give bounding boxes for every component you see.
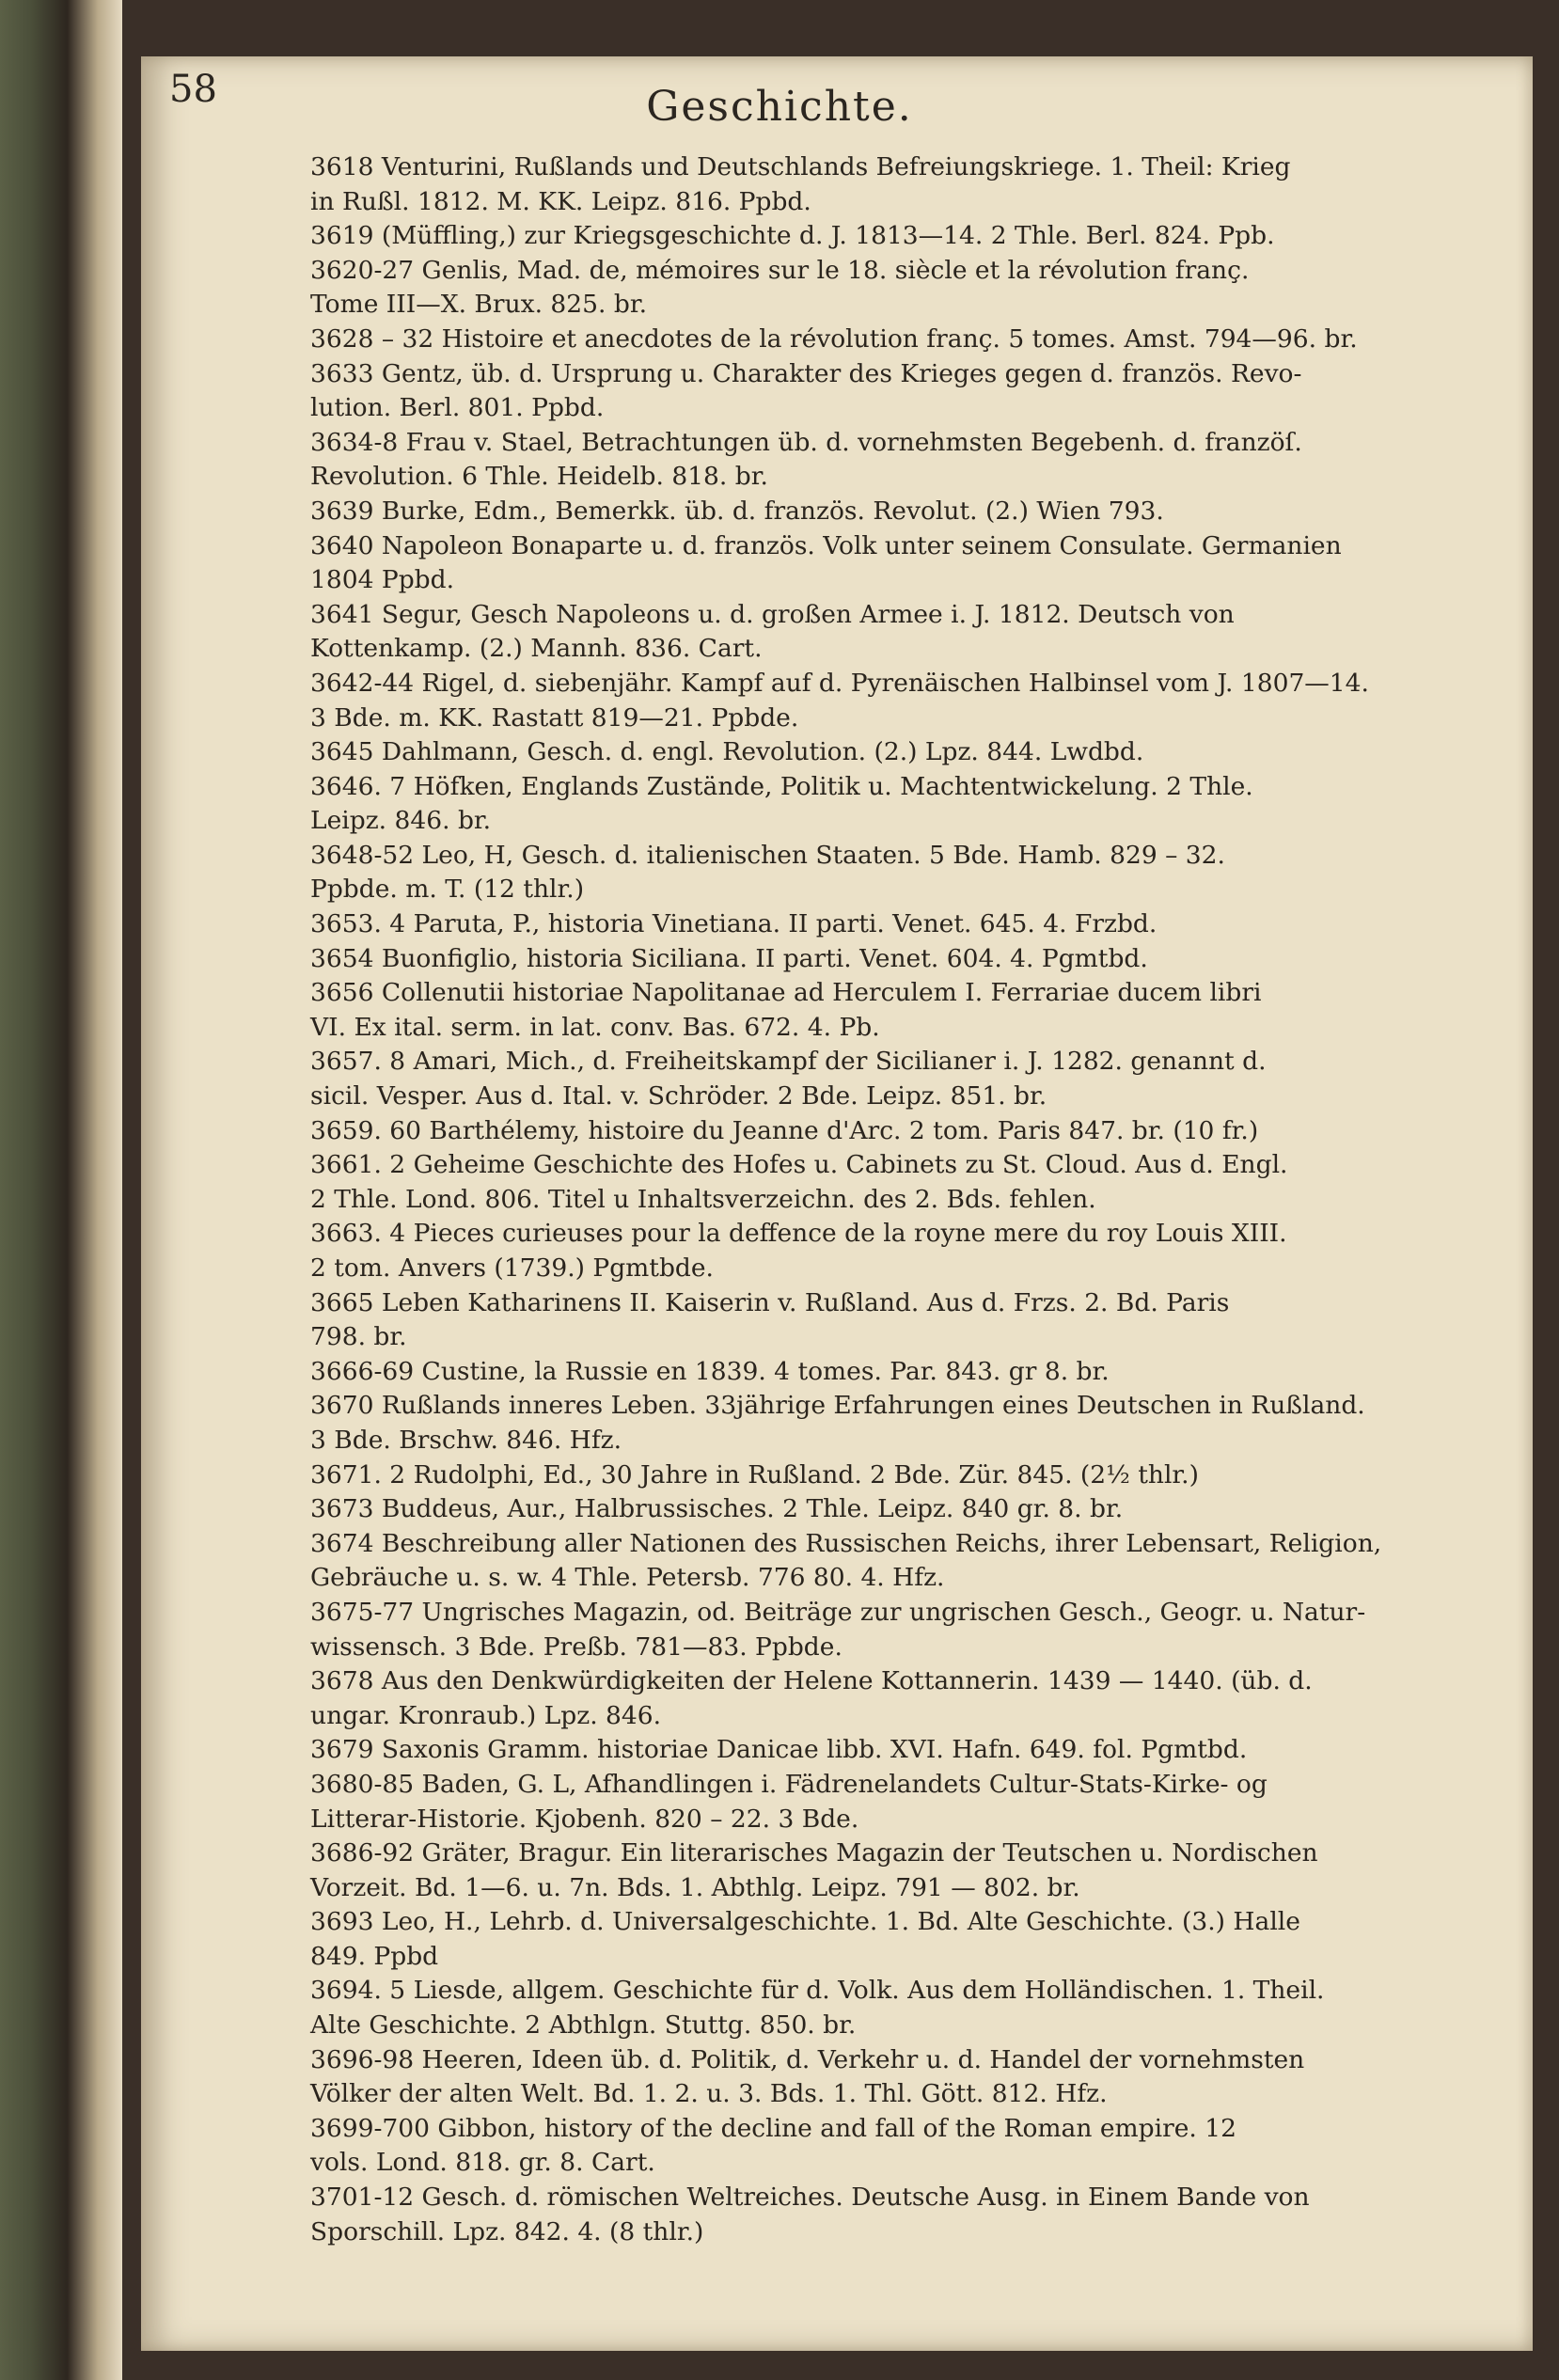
- catalog-entry: [310, 770, 1486, 839]
- catalog-entry-line: 3619 (Müffling,) zur Kriegsgeschichte d. J. 1813—14. 2 Thle. Berl. 824. Ppb.: [310, 221, 1275, 251]
- catalog-entry: [310, 323, 1486, 357]
- catalog-entry-line: 3661. 2 Geheime Geschichte des Hofes u. Cabinets zu St. Cloud. Aus d. Engl.: [310, 1150, 1288, 1180]
- catalog-entry: [310, 942, 1486, 977]
- catalog-entry-line: 3673 Buddeus, Aur., Halbrussisches. 2 Thle. Leipz. 840 gr. 8. br.: [310, 1494, 1124, 1524]
- catalog-entry-line: 1804 Ppbd.: [310, 565, 455, 595]
- catalog-entry-line: 3634-8 Frau v. Stael, Betrachtungen üb. d. vornehmsten Begebenh. d. franzöſ.: [310, 427, 1302, 457]
- catalog-entry: [310, 1492, 1486, 1527]
- catalog-entry-line: VI. Ex ital. serm. in lat. conv. Bas. 672. 4. Pb.: [310, 1012, 880, 1042]
- catalog-entry-list: [310, 150, 1486, 2249]
- catalog-entry-line: 3694. 5 Liesde, allgem. Geschichte für d. Volk. Aus dem Holländischen. 1. Theil.: [310, 1976, 1325, 2006]
- catalog-entry-line: 3679 Saxonis Gramm. historiae Danicae libb. XVI. Hafn. 649. fol. Pgmtbd.: [310, 1735, 1248, 1765]
- catalog-entry: [310, 357, 1486, 426]
- catalog-entry-line: 3663. 4 Pieces curieuses pour la deffence de la royne mere du roy Louis XIII.: [310, 1219, 1287, 1249]
- catalog-entry-line: 3680-85 Baden, G. L, Afhandlingen i. Fädrenelandets Cultur-Stats-Kirke- og: [310, 1769, 1268, 1799]
- catalog-entry-line: Alte Geschichte. 2 Abthlgn. Stuttg. 850. br.: [310, 2010, 857, 2041]
- catalog-entry: [310, 529, 1486, 598]
- catalog-entry: [310, 1596, 1486, 1664]
- catalog-entry: [310, 1217, 1486, 1285]
- catalog-entry: [310, 1355, 1486, 1390]
- catalog-entry-line: 3666-69 Custine, la Russie en 1839. 4 tomes. Par. 843. gr 8. br.: [310, 1356, 1110, 1386]
- catalog-entry-line: 3 Bde. Brschw. 846. Hfz.: [310, 1425, 622, 1455]
- catalog-entry: [310, 1148, 1486, 1217]
- catalog-entry-line: 3657. 8 Amari, Mich., d. Freiheitskampf der Sicilianer i. J. 1282. genannt d.: [310, 1047, 1267, 1077]
- catalog-entry-line: wissensch. 3 Bde. Preßb. 781—83. Ppbde.: [310, 1631, 842, 1662]
- catalog-entry: [310, 219, 1486, 254]
- catalog-entry-line: 3693 Leo, H., Lehrb. d. Universalgeschichte. 1. Bd. Alte Geschichte. (3.) Halle: [310, 1907, 1300, 1937]
- catalog-entry-line: Tome III—X. Brux. 825. br.: [310, 290, 647, 320]
- catalog-entry-line: 3642-44 Rigel, d. siebenjähr. Kampf auf d. Pyrenäischen Halbinsel vom J. 1807—14.: [310, 668, 1369, 698]
- catalog-entry: [310, 150, 1486, 219]
- catalog-entry: [310, 1114, 1486, 1149]
- catalog-entry-line: 849. Ppbd: [310, 1941, 439, 1971]
- catalog-entry: [310, 2112, 1486, 2181]
- catalog-entry: [310, 1836, 1486, 1905]
- catalog-entry: [310, 667, 1486, 735]
- catalog-entry-line: lution. Berl. 801. Ppbd.: [310, 393, 605, 423]
- page-title: Geschichte.: [646, 83, 913, 131]
- catalog-entry-line: Kottenkamp. (2.) Mannh. 836. Cart.: [310, 634, 763, 664]
- catalog-entry: [310, 1733, 1486, 1768]
- catalog-entry-line: in Rußl. 1812. M. KK. Leipz. 816. Ppbd.: [310, 186, 811, 216]
- catalog-entry-line: 3670 Rußlands inneres Leben. 33jährige Erfahrungen eines Deutschen in Rußland.: [310, 1391, 1365, 1421]
- catalog-entry: [310, 426, 1486, 495]
- catalog-entry-line: 798. br.: [310, 1322, 407, 1352]
- catalog-entry-line: 3659. 60 Barthélemy, histoire du Jeanne d'Arc. 2 tom. Paris 847. br. (10 fr.): [310, 1115, 1259, 1145]
- catalog-entry: [310, 1768, 1486, 1836]
- catalog-entry-line: 3654 Buonfiglio, historia Siciliana. II parti. Venet. 604. 4. Pgmtbd.: [310, 943, 1148, 973]
- catalog-entry-line: 2 Thle. Lond. 806. Titel u Inhaltsverzeichn. des 2. Bds. fehlen.: [310, 1184, 1096, 1214]
- catalog-entry: [310, 1458, 1486, 1493]
- catalog-entry-line: 3639 Burke, Edm., Bemerkk. üb. d. französ. Revolut. (2.) Wien 793.: [310, 496, 1164, 526]
- catalog-entry-line: 3645 Dahlmann, Gesch. d. engl. Revolution. (2.) Lpz. 844. Lwdbd.: [310, 737, 1144, 767]
- catalog-entry: [310, 598, 1486, 667]
- catalog-entry-line: 3620-27 Genlis, Mad. de, mémoires sur le 18. siècle et la révolution franç.: [310, 255, 1250, 285]
- book-binding-edge: [0, 0, 122, 2380]
- catalog-entry-line: 3674 Beschreibung aller Nationen des Russischen Reichs, ihrer Lebensart, Religion,: [310, 1528, 1382, 1558]
- catalog-entry-line: 3646. 7 Höfken, Englands Zustände, Politik u. Machtentwickelung. 2 Thle.: [310, 771, 1253, 801]
- catalog-entry-line: 3641 Segur, Gesch Napoleons u. d. großen Armee i. J. 1812. Deutsch von: [310, 599, 1235, 629]
- catalog-entry-line: 3628 – 32 Histoire et anecdotes de la révolution franç. 5 tomes. Amst. 794—96. br.: [310, 323, 1358, 354]
- catalog-entry-line: 3678 Aus den Denkwürdigkeiten der Helene Kottannerin. 1439 — 1440. (üb. d.: [310, 1666, 1313, 1696]
- catalog-entry-line: 3665 Leben Katharinens II. Kaiserin v. Rußland. Aus d. Frzs. 2. Bd. Paris: [310, 1287, 1230, 1317]
- catalog-entry: [310, 1905, 1486, 1974]
- catalog-entry-line: 3 Bde. m. KK. Rastatt 819—21. Ppbde.: [310, 702, 799, 733]
- catalog-entry-line: Vorzeit. Bd. 1—6. u. 7n. Bds. 1. Abthlg. Leipz. 791 — 802. br.: [310, 1872, 1080, 1902]
- catalog-entry-line: Ppbde. m. T. (12 thlr.): [310, 875, 585, 905]
- catalog-entry-line: 3701-12 Gesch. d. römischen Weltreiches. Deutsche Ausg. in Einem Bande von: [310, 2183, 1310, 2213]
- catalog-entry: [310, 495, 1486, 529]
- catalog-entry-line: 2 tom. Anvers (1739.) Pgmtbde.: [310, 1253, 714, 1283]
- catalog-entry: [310, 1286, 1486, 1355]
- catalog-entry-line: Völker der alten Welt. Bd. 1. 2. u. 3. Bds. 1. Thl. Gött. 812. Hfz.: [310, 2079, 1108, 2109]
- catalog-entry: [310, 2043, 1486, 2112]
- catalog-entry-line: 3618 Venturini, Rußlands und Deutschlands Befreiungskriege. 1. Theil: Krieg: [310, 152, 1291, 181]
- catalog-entry-line: 3696-98 Heeren, Ideen üb. d. Politik, d. Verkehr u. d. Handel der vornehmsten: [310, 2044, 1305, 2074]
- catalog-entry-line: 3686-92 Gräter, Bragur. Ein literarisches Magazin der Teutschen u. Nordischen: [310, 1838, 1318, 1868]
- catalog-entry-line: 3675-77 Ungrisches Magazin, od. Beiträge zur ungrischen Gesch., Geogr. u. Natur-: [310, 1597, 1366, 1627]
- catalog-entry: [310, 907, 1486, 942]
- page-number: 58: [169, 68, 217, 111]
- catalog-entry-line: 3640 Napoleon Bonaparte u. d. französ. Volk unter seinem Consulate. Germanien: [310, 530, 1342, 560]
- catalog-entry: [310, 1045, 1486, 1113]
- catalog-entry: [310, 1389, 1486, 1458]
- catalog-entry: [310, 976, 1486, 1045]
- catalog-entry-line: 3656 Collenutii historiae Napolitanae ad Herculem I. Ferrariae ducem libri: [310, 978, 1262, 1008]
- catalog-entry: [310, 1527, 1486, 1596]
- catalog-entry-line: sicil. Vesper. Aus d. Ital. v. Schröder. 2 Bde. Leipz. 851. br.: [310, 1081, 1047, 1111]
- catalog-entry: [310, 254, 1486, 323]
- catalog-entry-line: 3633 Gentz, üb. d. Ursprung u. Charakter des Krieges gegen d. französ. Revo-: [310, 358, 1302, 388]
- catalog-entry-line: 3699-700 Gibbon, history of the decline and fall of the Roman empire. 12: [310, 2113, 1237, 2143]
- catalog-entry-line: vols. Lond. 818. gr. 8. Cart.: [310, 2148, 655, 2178]
- catalog-entry: [310, 735, 1486, 770]
- catalog-entry: [310, 1664, 1486, 1733]
- catalog-entry-line: Gebräuche u. s. w. 4 Thle. Petersb. 776 80. 4. Hfz.: [310, 1563, 945, 1593]
- catalog-entry-line: ungar. Kronraub.) Lpz. 846.: [310, 1700, 662, 1730]
- catalog-entry-line: 3671. 2 Rudolphi, Ed., 30 Jahre in Rußland. 2 Bde. Zür. 845. (2½ thlr.): [310, 1459, 1199, 1489]
- catalog-entry: [310, 839, 1486, 907]
- catalog-entry: [310, 2181, 1486, 2249]
- catalog-entry-line: 3653. 4 Paruta, P., historia Vinetiana. II parti. Venet. 645. 4. Frzbd.: [310, 909, 1157, 939]
- catalog-entry-line: Leipz. 846. br.: [310, 806, 492, 836]
- catalog-entry-line: 3648-52 Leo, H, Gesch. d. italienischen Staaten. 5 Bde. Hamb. 829 – 32.: [310, 840, 1225, 870]
- catalog-entry: [310, 1974, 1486, 2042]
- catalog-entry-line: Litterar-Historie. Kjobenh. 820 – 22. 3 Bde.: [310, 1804, 859, 1834]
- catalog-entry-line: Revolution. 6 Thle. Heidelb. 818. br.: [310, 462, 768, 492]
- catalog-entry-line: Sporschill. Lpz. 842. 4. (8 thlr.): [310, 2216, 704, 2246]
